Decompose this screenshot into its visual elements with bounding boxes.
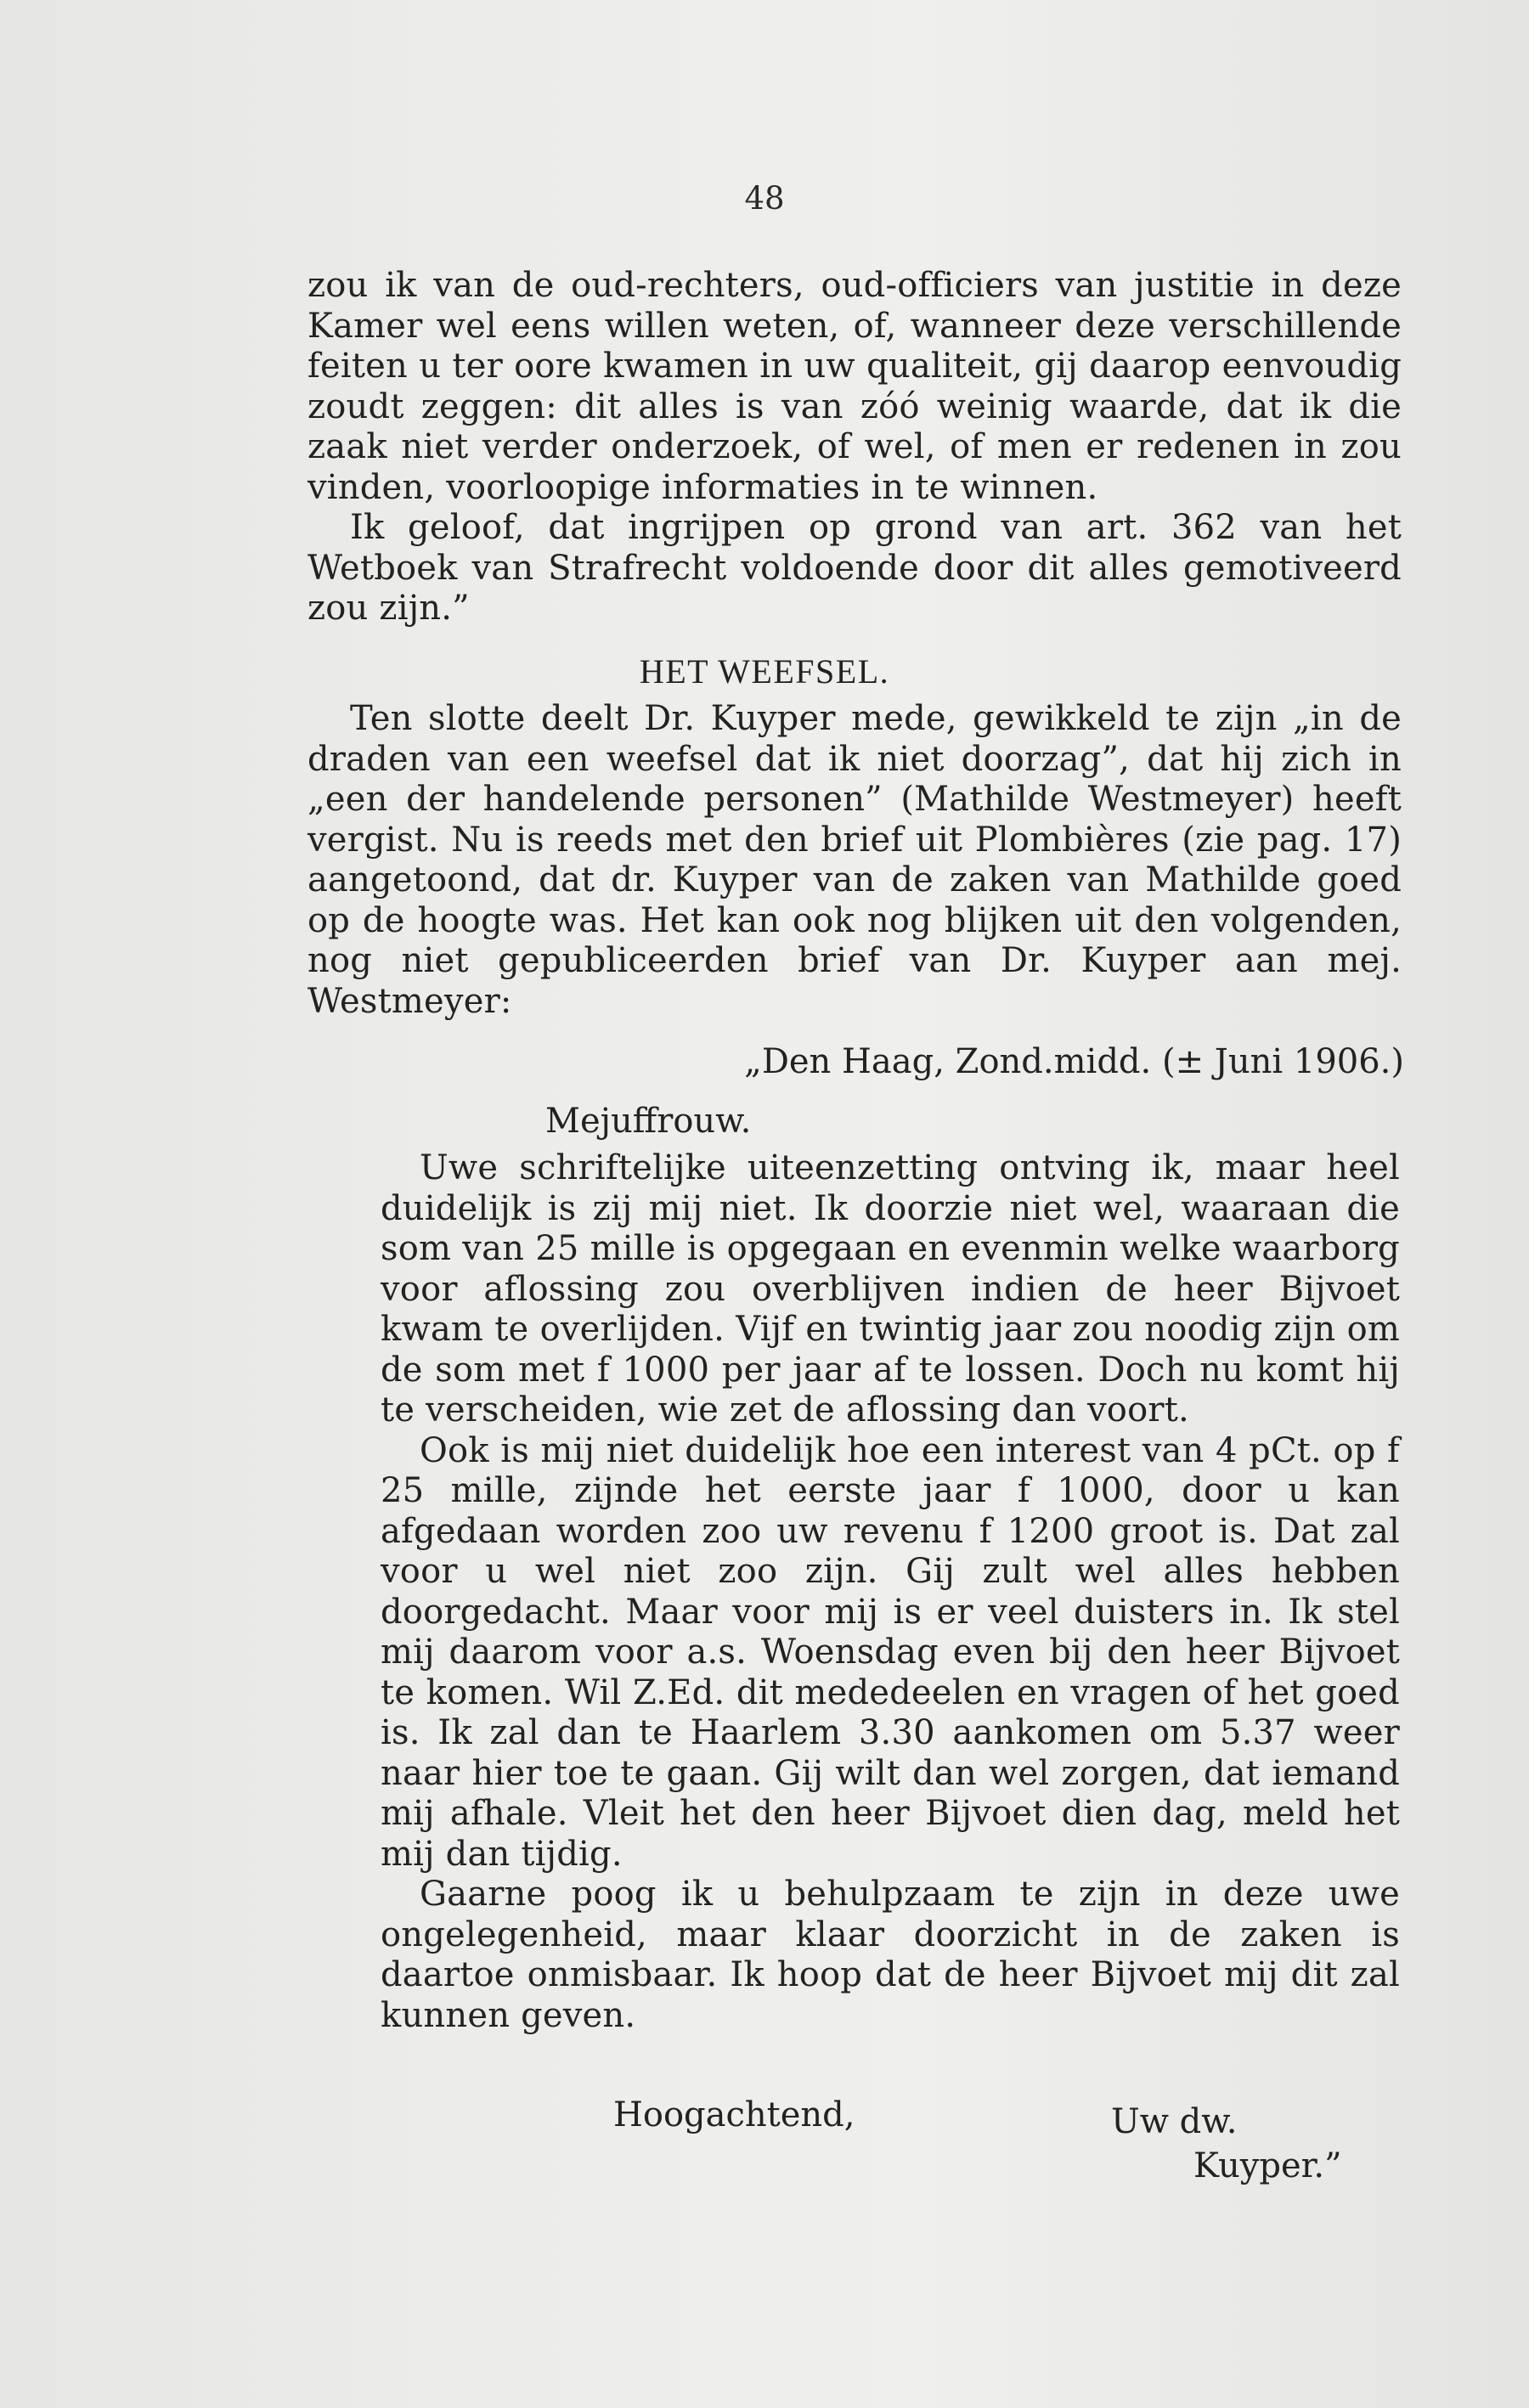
letter-paragraph: Gaarne poog ik u behulpzaam te zijn in deze uwe ongelegenheid, maar klaar doorzicht in de zaken is daartoe onmisbaar. Ik hoop dat de heer Bijvoet mij dit zal kunnen geven.	[381, 1875, 1400, 2035]
letter-closing: Hoogachtend,	[613, 2095, 855, 2134]
letter-signature-name: Kuyper.”	[1193, 2146, 1342, 2185]
letter-paragraph: Ook is mij niet duidelijk hoe een interest van 4 pCt. op f 25 mille, zijnde het eerste jaar f 1000, door u kan afgedaan worden zoo uw revenu f 1200 groot is. Dat zal voor u wel niet zoo zijn. Gij zult wel alles hebben doorgedacht. Maar voor mij is er veel duisters in. Ik stel mij daarom voor a.s. Woensdag even bij den heer Bijvoet te komen. Wil Z.Ed. dit mededeelen en vragen of het goed is. Ik zal dan te Haarlem 3.30 aankomen om 5.37 weer naar hier toe te gaan. Gij wilt dan wel zorgen, dat iemand mij afhale. Vleit het den heer Bijvoet dien dag, meld het mij dan tijdig.	[381, 1430, 1400, 1874]
section-heading: HET WEEFSEL.	[639, 652, 890, 691]
section-text-block	[307, 699, 1402, 1022]
letter-dateline: „Den Haag, Zond.midd. (± Juni 1906.)	[744, 1042, 1404, 1081]
section-paragraph: Ten slotte deelt Dr. Kuyper mede, gewikkeld te zijn „in de draden van een weefsel dat ik niet doorzag”, dat hij zich in „een der handelende personen” (Mathilde Westmeyer) heeft vergist. Nu is reeds met den brief uit Plombières (zie pag. 17) aangetoond, dat dr. Kuyper van de zaken van Mathilde goed op de hoogte was. Het kan ook nog blijken uit den volgenden, nog niet gepubliceerden brief van Dr. Kuyper aan mej. Westmeyer:	[307, 699, 1402, 1021]
intro-paragraph: zou ik van de oud-rechters, oud-officiers van justitie in deze Kamer wel eens willen weten, of, wanneer deze verschillende feiten u ter oore kwamen in uw qualiteit, gij daarop eenvoudig zoudt zeggen: dit alles is van zóó weinig waarde, dat ik die zaak niet verder onderzoek, of wel, of men er redenen in zou vinden, voorloopige informaties in te winnen.	[307, 266, 1402, 507]
letter-salutation: Mejuffrouw.	[545, 1102, 752, 1141]
page-number: 48	[744, 180, 785, 217]
letter-signature-line: Uw dw.	[1111, 2102, 1238, 2141]
letter-body	[381, 1148, 1400, 2036]
letter-paragraph: Uwe schriftelijke uiteenzetting ontving ik, maar heel duidelijk is zij mij niet. Ik doorzie niet wel, waaraan die som van 25 mille is opgegaan en evenmin welke waarborg voor aflossing zou overblijven indien de heer Bijvoet kwam te overlijden. Vijf en twintig jaar zou noodig zijn om de som met f 1000 per jaar af te lossen. Doch nu komt hij te verscheiden, wie zet de aflossing dan voort.	[381, 1148, 1400, 1430]
intro-paragraph: Ik geloof, dat ingrijpen op grond van art. 362 van het Wetboek van Strafrecht voldoende door dit alles gemotiveerd zou zijn.”	[307, 508, 1402, 628]
intro-text-block	[307, 266, 1402, 629]
